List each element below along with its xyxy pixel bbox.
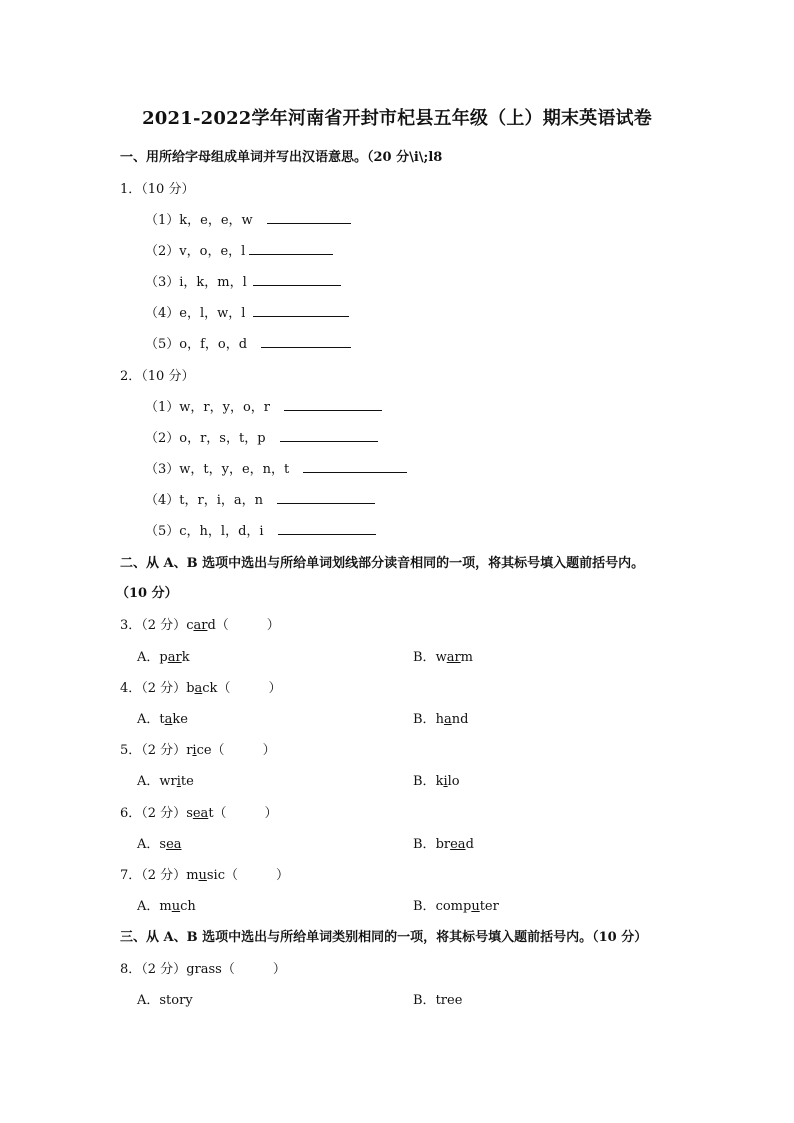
question-7: 7．（2 分）music（ ）: [120, 868, 290, 883]
answer-blank[interactable]: [267, 211, 351, 224]
q7-option-a[interactable]: A．much: [137, 899, 196, 914]
q4-option-a[interactable]: A．take: [137, 712, 188, 727]
question-8: 8．（2 分）grass（ ）: [120, 962, 286, 977]
section-2-heading: 二、从 A、B 选项中选出与所给单词划线部分读音相同的一项，将其标号填入题前括号内。: [120, 556, 645, 571]
q1-item-3: （3）i，k，m，l: [145, 271, 341, 290]
question-3: 3．（2 分）card（ ）: [120, 618, 280, 633]
q2-item-3: （3）w，t，y，e，n，t: [145, 458, 407, 477]
answer-blank[interactable]: [284, 398, 382, 411]
answer-blank[interactable]: [249, 242, 333, 255]
q7-option-b[interactable]: B．computer: [413, 899, 499, 914]
q5-option-a[interactable]: A．write: [137, 774, 194, 789]
q4-option-b[interactable]: B．hand: [413, 712, 469, 727]
question-2-label: 2．（10 分）: [120, 369, 195, 384]
answer-blank[interactable]: [303, 460, 407, 473]
q8-option-a[interactable]: A．story: [137, 993, 193, 1008]
answer-blank[interactable]: [280, 429, 378, 442]
question-4: 4．（2 分）back（ ）: [120, 681, 282, 696]
q5-option-b[interactable]: B．kilo: [413, 774, 460, 789]
q2-item-1: （1）w，r，y，o，r: [145, 396, 382, 415]
question-6: 6．（2 分）seat（ ）: [120, 806, 278, 821]
section-2-heading-points: （10 分）: [116, 586, 178, 601]
q2-item-5: （5）c，h，l，d，i: [145, 520, 376, 539]
q1-item-2: （2）v，o，e，l: [145, 240, 333, 259]
answer-blank[interactable]: [261, 335, 351, 348]
answer-blank[interactable]: [253, 304, 349, 317]
q6-option-a[interactable]: A．sea: [137, 837, 182, 852]
section-3-heading: 三、从 A、B 选项中选出与所给单词类别相同的一项，将其标号填入题前括号内。（10 分）: [120, 930, 648, 945]
q6-option-b[interactable]: B．bread: [413, 837, 474, 852]
section-1-heading: 一、用所给字母组成单词并写出汉语意思。（20 分\i\;l8: [120, 150, 443, 165]
q1-item-1: （1）k，e，e，w: [145, 209, 351, 228]
question-5: 5．（2 分）rice（ ）: [120, 743, 276, 758]
question-1-label: 1．（10 分）: [120, 182, 195, 197]
answer-blank[interactable]: [253, 273, 341, 286]
q1-item-4: （4）e，l，w，l: [145, 302, 349, 321]
page-title: 2021-2022学年河南省开封市杞县五年级（上）期末英语试卷: [142, 108, 652, 129]
q8-option-b[interactable]: B．tree: [413, 993, 463, 1008]
answer-blank[interactable]: [277, 491, 375, 504]
q3-option-b[interactable]: B．warm: [413, 650, 473, 665]
q2-item-4: （4）t，r，i，a，n: [145, 489, 375, 508]
q3-option-a[interactable]: A．park: [137, 650, 190, 665]
answer-blank[interactable]: [278, 522, 376, 535]
q1-item-5: （5）o，f，o，d: [145, 333, 351, 352]
q2-item-2: （2）o，r，s，t，p: [145, 427, 378, 446]
